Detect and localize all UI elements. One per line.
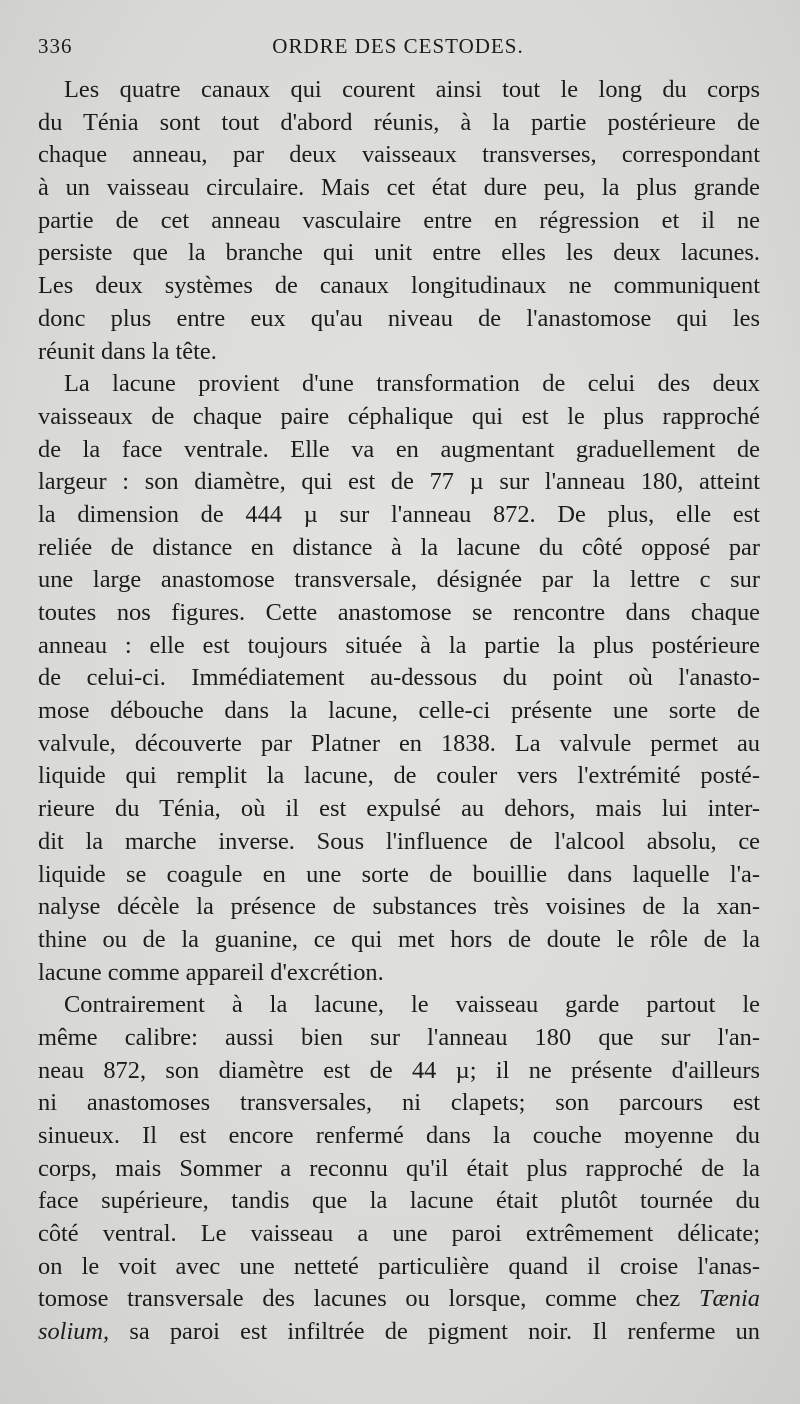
text-line: même calibre: aussi bien sur l'anneau 180 que sur l'an- [38,1023,760,1051]
paragraph-3 [38,989,760,1349]
text-line: une large anastomose transversale, désignée par la lettre c sur [38,566,760,594]
text-line: Les deux systèmes de canaux longitudinaux ne communiquent [38,272,760,300]
text-line: nalyse décèle la présence de substances très voisines de la xan- [38,893,760,921]
paragraph-1 [38,74,760,368]
text-segment: tomose transversale des lacunes ou lorsque, comme chez [38,1285,681,1313]
text-line: La lacune provient d'une transformation de celui des deux [64,370,760,398]
text-line: vaisseaux de chaque paire céphalique qui est le plus rapproché [38,402,760,430]
text-line: reliée de distance en distance à la lacune du côté opposé par [38,533,760,561]
text-line: persiste que la branche qui unit entre elles les deux lacunes. [38,239,760,267]
text-line: de celui-ci. Immédiatement au-dessous du point où l'anasto- [38,664,760,692]
text-line: la dimension de 444 µ sur l'anneau 872. De plus, elle est [38,500,760,528]
text-line: lacune comme appareil d'excrétion. [38,958,384,986]
text-line: liquide qui remplit la lacune, de couler vers l'extrémité posté- [38,762,760,790]
page-header [38,34,758,68]
text-line: ni anastomoses transversales, ni clapets; son parcours est [38,1089,760,1117]
text-line: sinueux. Il est encore renfermé dans la couche moyenne du [38,1122,760,1149]
text-line: on le voit avec une netteté particulière quand il croise l'anas- [38,1252,760,1280]
body-text [38,74,760,1349]
text-line: largeur : son diamètre, qui est de 77 µ sur l'anneau 180, atteint [38,468,760,496]
text-line: valvule, découverte par Platner en 1838. La valvule permet au [38,729,760,757]
text-line: chaque anneau, par deux vaisseaux transverses, correspondant [38,141,760,169]
text-segment: sa paroi est infiltrée de pigment noir. Il renferme un [129,1318,760,1346]
text-line: côté ventral. Le vaisseau a une paroi extrêmement délicate; [38,1220,760,1248]
text-line: face supérieure, tandis que la lacune était plutôt tournée du [38,1187,760,1215]
text-line: à un vaisseau circulaire. Mais cet état dure peu, la plus grande [38,174,760,202]
text-line: de la face ventrale. Elle va en augmentant graduellement de [38,435,760,463]
paragraph-2 [38,368,760,989]
text-line: corps, mais Sommer a reconnu qu'il était plus rapproché de la [38,1154,760,1182]
text-line: Contrairement à la lacune, le vaisseau garde partout le [64,991,760,1019]
text-line-with-italic [38,1316,760,1349]
text-line: neau 872, son diamètre est de 44 µ; il ne présente d'ailleurs [38,1056,760,1084]
text-line: mose débouche dans la lacune, celle-ci présente une sorte de [38,697,760,725]
text-line: partie de cet anneau vasculaire entre en régression et il ne [38,206,760,234]
text-line-with-italic [38,1283,760,1316]
species-name-italic: Tænia [698,1285,760,1313]
page-number: 336 [38,34,73,58]
text-line: toutes nos figures. Cette anastomose se rencontre dans chaque [38,599,760,626]
text-line: rieure du Ténia, où il est expulsé au dehors, mais lui inter- [38,795,760,823]
text-line: Les quatre canaux qui courent ainsi tout le long du corps [64,76,760,103]
running-title: ORDRE DES CESTODES. [272,34,524,58]
text-line: réunit dans la tête. [38,337,217,365]
text-line: du Ténia sont tout d'abord réunis, à la partie postérieure de [38,108,760,136]
text-line: donc plus entre eux qu'au niveau de l'anastomose qui les [38,304,760,332]
text-line: dit la marche inverse. Sous l'influence de l'alcool absolu, ce [38,827,760,855]
text-line: anneau : elle est toujours située à la partie la plus postérieure [38,631,760,659]
text-line: thine ou de la guanine, ce qui met hors de doute le rôle de la [38,925,760,953]
text-line: liquide se coagule en une sorte de bouillie dans laquelle l'a- [38,860,760,888]
species-name-italic: solium, [38,1318,110,1346]
